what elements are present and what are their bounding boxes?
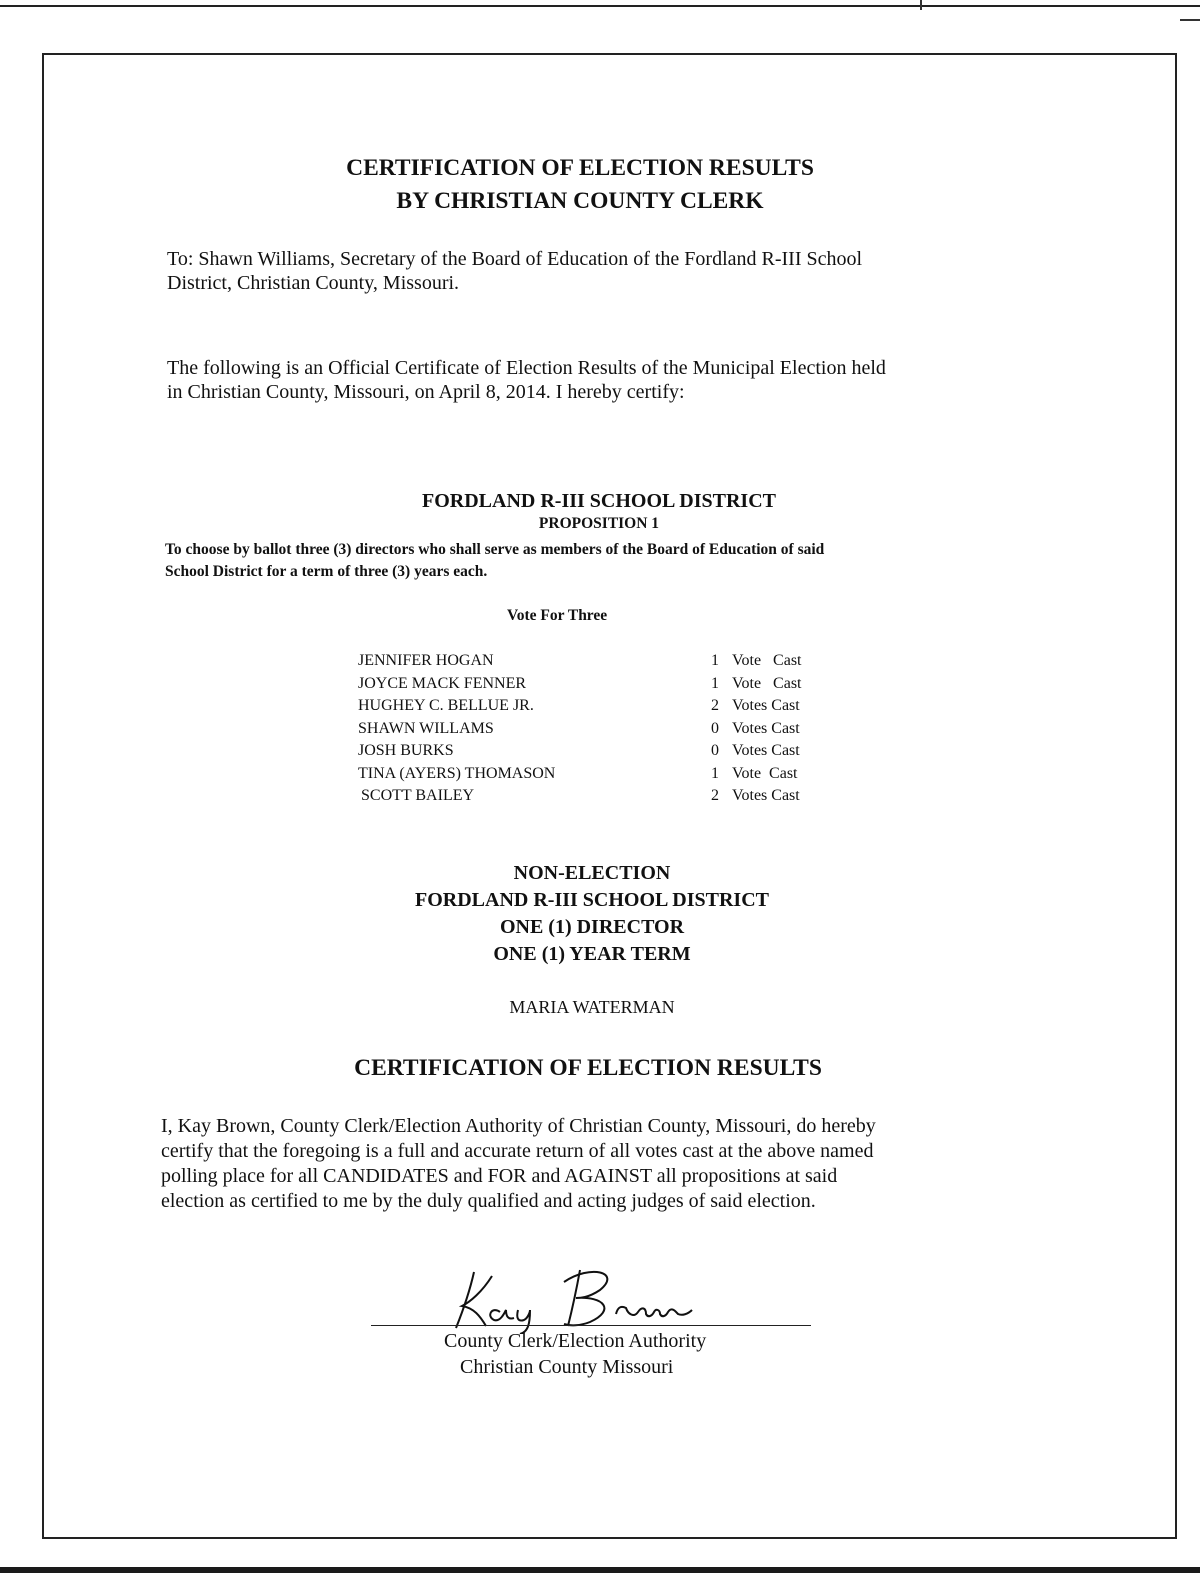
candidate-name: JOYCE MACK FENNER	[358, 674, 527, 692]
intro-line2: in Christian County, Missouri, on April 8, 2014. I hereby certify:	[167, 381, 685, 403]
non-election-term: ONE (1) YEAR TERM	[493, 943, 691, 965]
candidate-row	[358, 650, 838, 673]
candidate-vote-label: Vote Cast	[732, 652, 802, 669]
proposition-description-line2: School District for a term of three (3) years each.	[165, 563, 488, 580]
document-title-line2: BY CHRISTIAN COUNTY CLERK	[396, 188, 764, 214]
vote-instruction: Vote For Three	[507, 607, 608, 624]
handwritten-signature	[440, 1262, 700, 1334]
proposition-name: PROPOSITION 1	[538, 515, 660, 532]
document-title-line1: CERTIFICATION OF ELECTION RESULTS	[346, 155, 814, 181]
scan-top-tick	[920, 0, 922, 10]
scan-corner-mark	[1180, 5, 1200, 21]
signer-title-line1: County Clerk/Election Authority	[444, 1330, 707, 1352]
candidate-vote-label: Votes Cast	[732, 742, 800, 759]
non-election-seats: ONE (1) DIRECTOR	[499, 916, 685, 938]
scan-top-edge	[0, 5, 1200, 7]
candidate-vote-label: Votes Cast	[732, 697, 800, 714]
candidate-row	[358, 785, 838, 808]
proposition-district: FORDLAND R-III SCHOOL DISTRICT	[422, 490, 776, 512]
candidate-name: JENNIFER HOGAN	[358, 652, 494, 669]
candidate-vote-count: 0	[711, 742, 719, 759]
candidate-vote-count: 2	[711, 697, 719, 714]
candidate-row	[358, 695, 838, 718]
candidate-vote-label: Vote Cast	[732, 764, 798, 782]
non-election-candidate: MARIA WATERMAN	[509, 997, 675, 1017]
certification-heading: CERTIFICATION OF ELECTION RESULTS	[354, 1055, 822, 1081]
candidate-name: JOSH BURKS	[358, 742, 454, 759]
signature-line	[371, 1325, 811, 1326]
addressee-line2: District, Christian County, Missouri.	[167, 272, 460, 294]
candidate-vote-label: Votes Cast	[732, 719, 800, 737]
candidate-name: TINA (AYERS) THOMASON	[358, 764, 556, 782]
intro-line1: The following is an Official Certificate of Election Results of the Municipal Election held	[167, 357, 886, 379]
candidate-row	[358, 763, 838, 786]
candidate-vote-count: 1	[711, 652, 719, 669]
candidate-vote-count: 1	[711, 674, 719, 692]
candidate-name: HUGHEY C. BELLUE JR.	[358, 697, 534, 714]
candidate-vote-label: Votes Cast	[732, 787, 800, 804]
addressee-line1: To: Shawn Williams, Secretary of the Board of Education of the Fordland R-III School	[167, 248, 863, 270]
non-election-title: NON-ELECTION	[513, 862, 671, 884]
candidate-row	[358, 740, 838, 763]
certification-line4: election as certified to me by the duly qualified and acting judges of said election.	[161, 1190, 816, 1212]
candidate-vote-count: 2	[711, 787, 719, 804]
proposition-description-line1: To choose by ballot three (3) directors who shall serve as members of the Board of Education of said	[165, 541, 825, 558]
candidate-results-table	[358, 650, 838, 808]
signer-title-line2: Christian County Missouri	[460, 1356, 674, 1378]
candidate-row	[358, 673, 838, 696]
candidate-vote-count: 0	[711, 719, 719, 737]
certification-line1: I, Kay Brown, County Clerk/Election Authority of Christian County, Missouri, do hereby	[161, 1115, 876, 1137]
candidate-row	[358, 718, 838, 741]
candidate-vote-count: 1	[711, 764, 719, 782]
scan-bottom-edge	[0, 1567, 1200, 1573]
candidate-name: SHAWN WILLAMS	[358, 719, 494, 737]
non-election-district: FORDLAND R-III SCHOOL DISTRICT	[415, 889, 769, 911]
candidate-name: SCOTT BAILEY	[361, 787, 475, 804]
certification-line3: polling place for all CANDIDATES and FOR and AGAINST all propositions at said	[161, 1165, 838, 1187]
certification-line2: certify that the foregoing is a full and accurate return of all votes cast at the above named	[161, 1140, 874, 1162]
candidate-vote-label: Vote Cast	[732, 674, 802, 692]
